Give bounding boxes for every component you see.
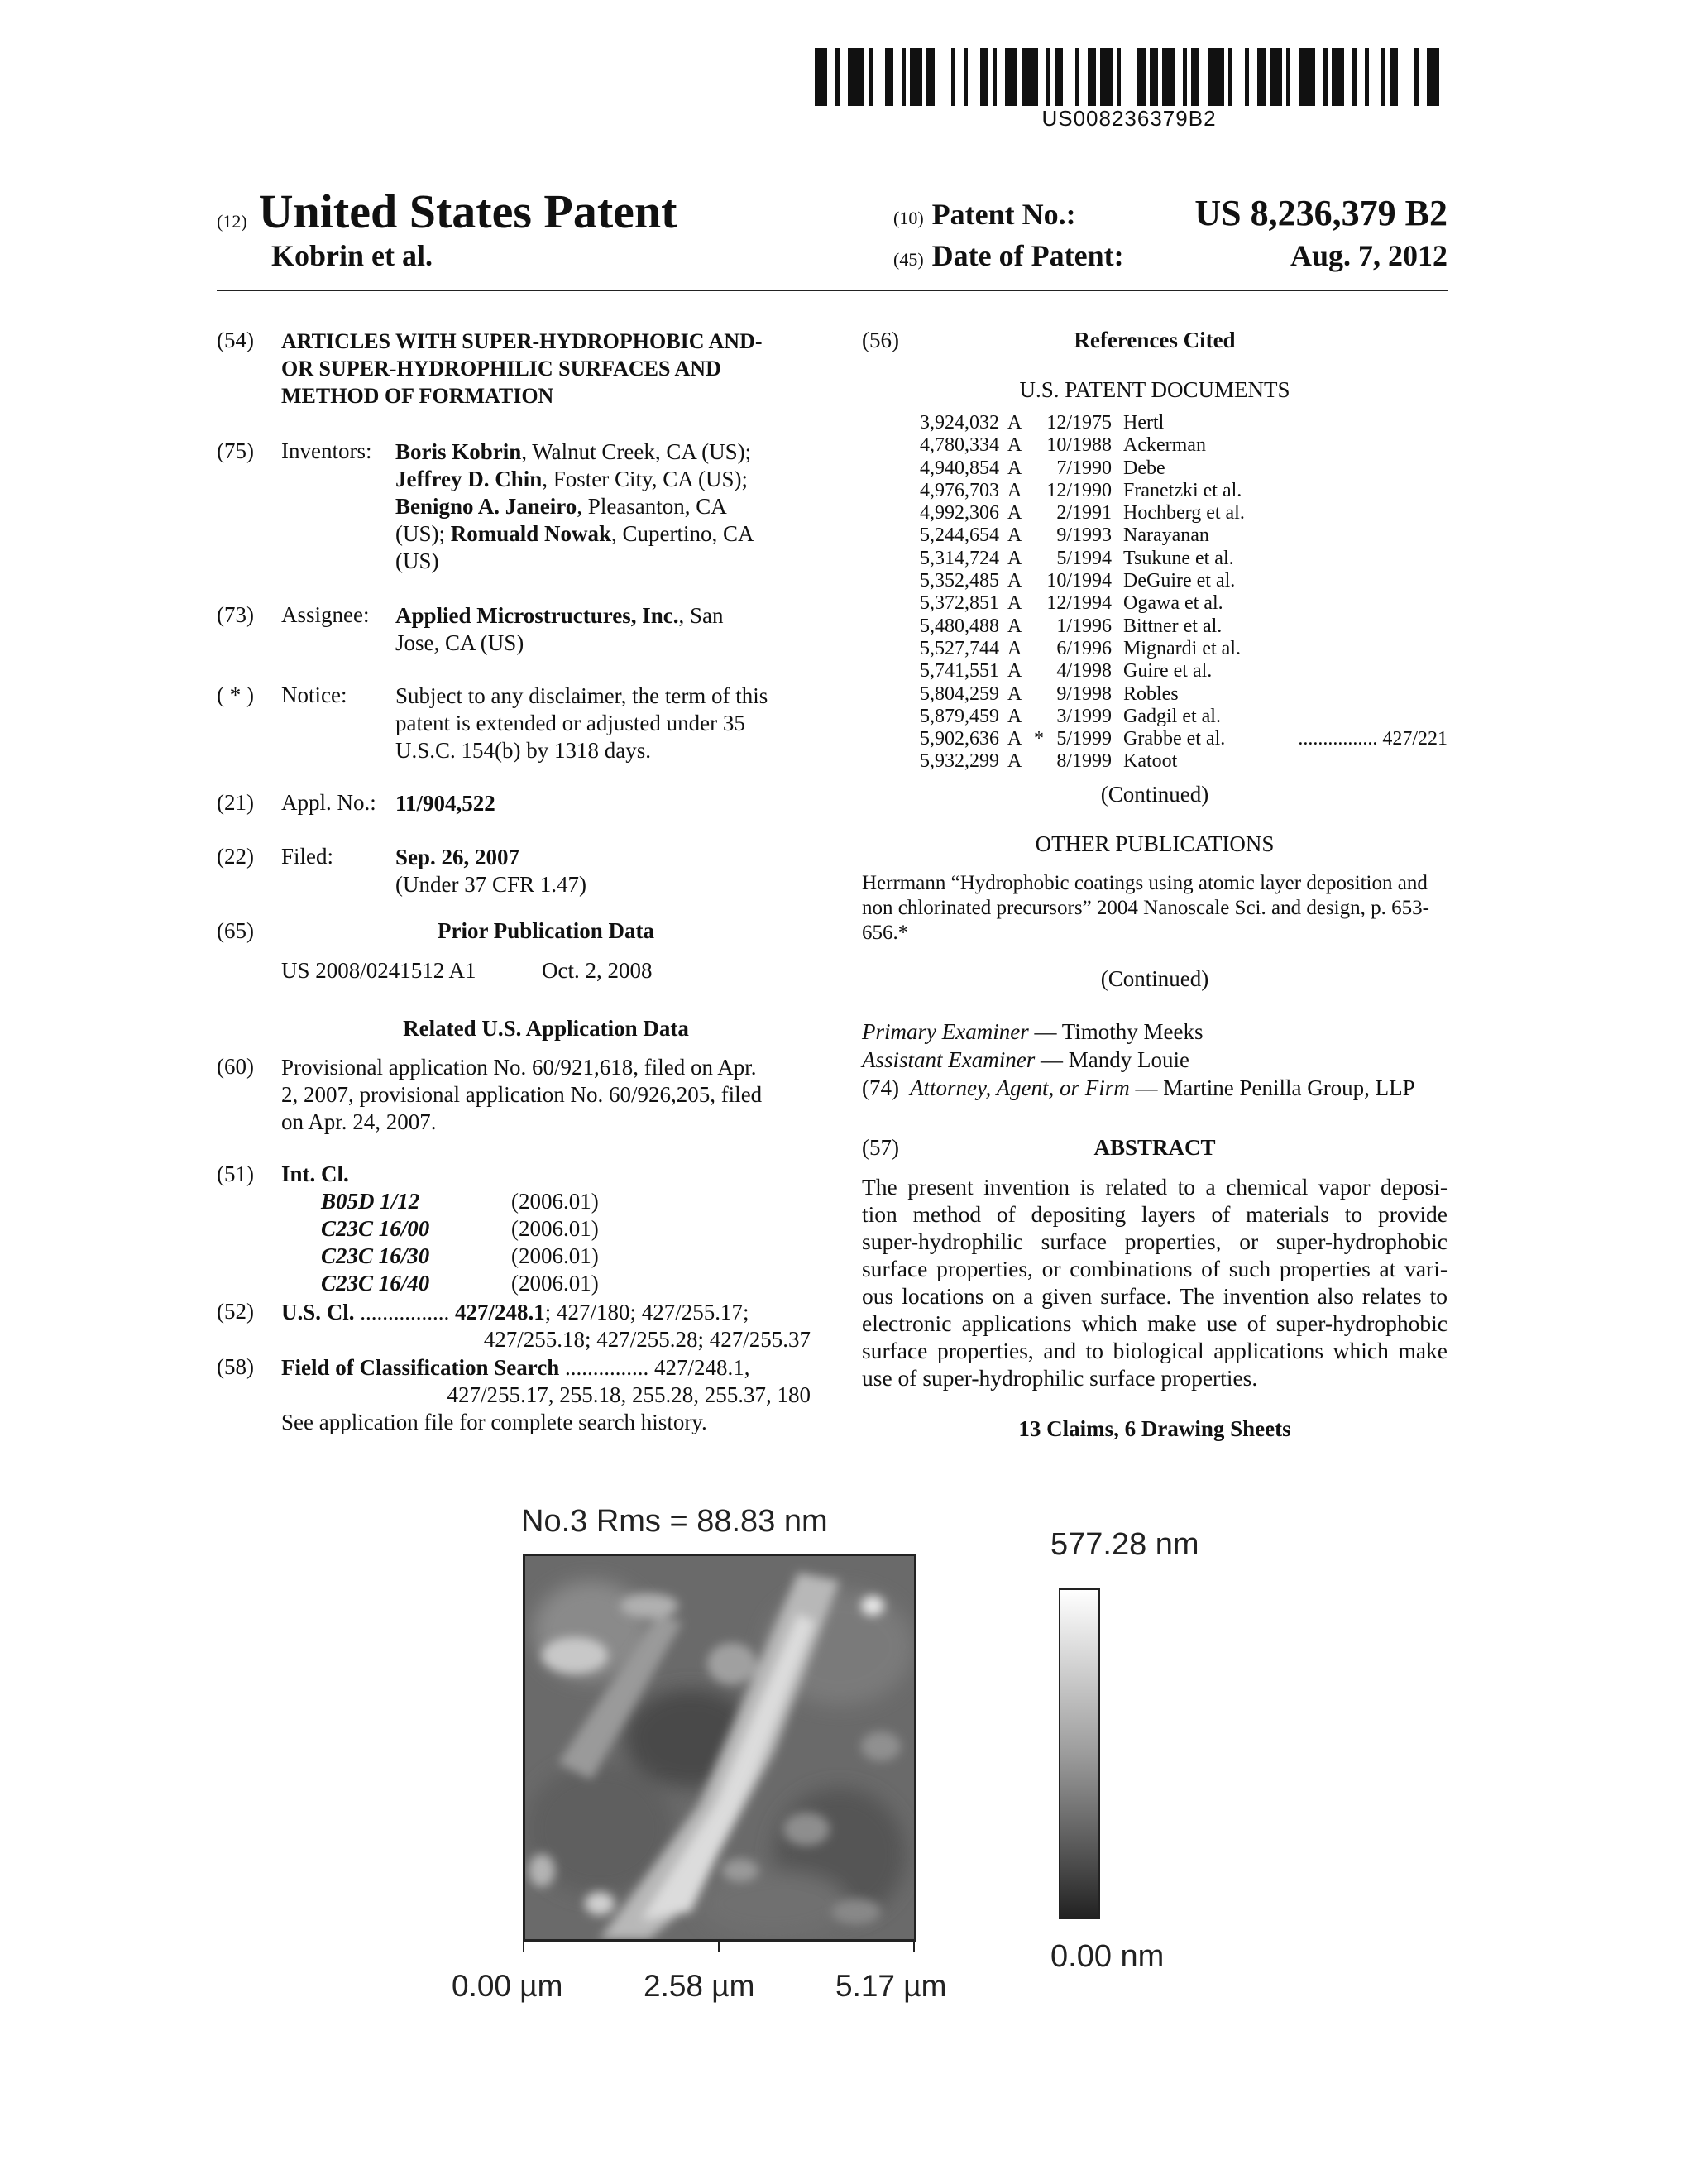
date-label-text: Date of Patent: [931, 239, 1124, 272]
reference-number: 5,372,851 [920, 592, 999, 615]
abstract-line: electronic applications which make use of super-hydrophobic [862, 1310, 1448, 1336]
inid-code: (74) [862, 1075, 899, 1100]
continued-marker: (Continued) [1100, 966, 1209, 991]
barcode-gap [1315, 48, 1323, 106]
int-class-code: C23C 16/40 [321, 1271, 430, 1296]
reference-date: 6/1996 [1056, 637, 1112, 659]
reference-kind: A [1007, 547, 1022, 569]
reference-kind: A [1007, 502, 1022, 524]
inid-code: (65) [217, 918, 254, 943]
int-class-row [321, 1271, 652, 1298]
reference-row [902, 728, 1448, 750]
inid-code: (22) [217, 844, 254, 869]
reference-number: 3,924,032 [920, 412, 999, 433]
barcode-bar [885, 48, 893, 106]
abstract-line: surface properties, and to biological applications which make [862, 1338, 1448, 1363]
inventor-location: , Cupertino, CA [611, 521, 754, 546]
barcode-gap [1357, 48, 1365, 106]
date-of-patent-label [893, 238, 1124, 273]
reference-kind: A [1007, 637, 1022, 659]
reference-kind: A [1007, 705, 1022, 727]
field-search-line: 427/248.1, [653, 1355, 750, 1380]
barcode-gap [1038, 48, 1046, 106]
document-type-heading [217, 184, 677, 239]
reference-row [902, 683, 1448, 706]
barcode-gap [827, 48, 835, 106]
reference-name: Franetzki et al. [1123, 479, 1242, 501]
reference-date: 12/1990 [1046, 479, 1112, 501]
patent-title: ARTICLES WITH SUPER-HYDROPHOBIC AND-OR SUPER-HYDROPHILIC SURFACES AND METHOD OF FORMATION [281, 329, 763, 408]
reference-date: 10/1994 [1046, 570, 1112, 592]
reference-kind: A [1007, 457, 1022, 479]
reference-kind: A [1007, 570, 1022, 592]
reference-name: Hertl [1123, 412, 1165, 433]
abstract-line: surface properties, or combinations of such properties at vari- [862, 1256, 1448, 1281]
barcode-bar [926, 48, 935, 106]
reference-kind: A [1007, 592, 1022, 615]
barcode-bar [815, 48, 827, 106]
reference-name: Bittner et al. [1123, 615, 1223, 637]
assignee-location: Jose, CA (US) [395, 630, 524, 655]
filed-label: Filed: [281, 844, 334, 869]
notice-label: Notice: [281, 682, 347, 707]
assignee-name: Applied Microstructures, Inc. [395, 603, 679, 628]
filed-note: (Under 37 CFR 1.47) [395, 872, 586, 897]
reference-row [902, 412, 1448, 434]
reference-date: 9/1998 [1056, 682, 1112, 705]
reference-name: Ackerman [1123, 434, 1206, 457]
reference-number: 4,976,703 [920, 479, 999, 501]
reference-number: 4,780,334 [920, 434, 999, 457]
reference-number: 5,527,744 [920, 637, 999, 659]
inventor-location: , Foster City, CA (US); [542, 467, 749, 491]
inid-code: (10) [893, 208, 924, 228]
int-class-row [321, 1189, 652, 1216]
reference-name: Gadgil et al. [1123, 705, 1221, 727]
reference-date: 12/1994 [1046, 592, 1112, 615]
reference-kind: A [1007, 412, 1022, 433]
reference-kind: A [1007, 750, 1022, 773]
x-tick [718, 1939, 720, 1952]
patent-barcode [815, 48, 1443, 106]
reference-row [902, 502, 1448, 524]
reference-kind: A [1007, 728, 1022, 750]
inventor-name: Benigno A. Janeiro [395, 494, 577, 519]
reference-name: Narayanan [1123, 524, 1209, 547]
barcode-gap [1419, 48, 1427, 106]
related-application-heading: Related U.S. Application Data [403, 1016, 689, 1041]
afm-surface-image [523, 1554, 916, 1942]
reference-number: 5,244,654 [920, 524, 999, 547]
height-scale-bar [1059, 1588, 1100, 1919]
barcode-gap [1249, 48, 1257, 106]
reference-name: Mignardi et al. [1123, 637, 1241, 659]
inid-code: ( * ) [217, 682, 254, 707]
header-inventors: Kobrin et al. [271, 239, 433, 272]
inid-code: (57) [862, 1135, 899, 1160]
barcode-bar [1427, 48, 1439, 106]
abstract-line: tion method of depositing layers of materials to provide [862, 1201, 1448, 1227]
reference-number: 4,992,306 [920, 502, 999, 524]
other-publication-line: non chlorinated precursors” 2004 Nanoscale Sci. and design, p. 653- [862, 897, 1429, 919]
other-publications-heading: OTHER PUBLICATIONS [1035, 831, 1275, 856]
barcode-gap [1344, 48, 1352, 106]
other-publication-line: 656.* [862, 922, 909, 944]
x-tick-label: 2.58 µm [644, 1969, 755, 2003]
inid-code: (45) [893, 249, 924, 270]
reference-kind: A [1007, 660, 1022, 682]
inventors-label: Inventors: [281, 438, 372, 463]
appl-no-value: 11/904,522 [395, 791, 495, 816]
x-tick [523, 1939, 524, 1952]
us-cl-main: 427/248.1 [455, 1300, 545, 1324]
inid-code: (54) [217, 328, 254, 352]
barcode-gap [1369, 48, 1381, 106]
reference-name: Debe [1123, 457, 1165, 479]
int-class-code: C23C 16/00 [321, 1216, 430, 1241]
inid-code: (51) [217, 1161, 254, 1186]
document-type: United States Patent [258, 184, 677, 238]
attorney-name: — Martine Penilla Group, LLP [1129, 1075, 1415, 1100]
reference-name: Tsukune et al. [1123, 547, 1234, 569]
x-tick-label: 0.00 µm [452, 1969, 563, 2003]
reference-name: Hochberg et al. [1123, 502, 1245, 524]
reference-row [902, 480, 1448, 502]
barcode-gap [1398, 48, 1414, 106]
barcode-gap [935, 48, 951, 106]
provisional-line: Provisional application No. 60/921,618, filed on Apr. [281, 1055, 757, 1080]
barcode-bar [1390, 48, 1398, 106]
inid-code: (73) [217, 602, 254, 627]
inventor-country: (US); [395, 521, 451, 546]
abstract-line: ous locations on a given surface. The invention also relates to [862, 1283, 1448, 1309]
inid-code: (12) [217, 211, 247, 232]
references-heading: References Cited [1074, 328, 1236, 352]
barcode-gap [1121, 48, 1137, 106]
assistant-examiner [862, 1047, 1189, 1073]
prior-publication-date: Oct. 2, 2008 [542, 958, 653, 983]
barcode-gap [1439, 48, 1443, 106]
reference-row [902, 660, 1448, 682]
inventor-name: Jeffrey D. Chin [395, 467, 543, 491]
int-class-row [321, 1243, 652, 1271]
assignee-location: , San [678, 603, 724, 628]
reference-row [902, 524, 1448, 547]
barcode-bar [1299, 48, 1315, 106]
int-class-version: (2006.01) [511, 1216, 599, 1241]
notice-line: U.S.C. 154(b) by 1318 days. [395, 738, 651, 763]
patent-number-label [893, 197, 1076, 232]
barcode-bar [980, 48, 988, 106]
barcode-bar [1005, 48, 1017, 106]
claims-summary: 13 Claims, 6 Drawing Sheets [1018, 1416, 1291, 1441]
reference-date: 12/1975 [1046, 412, 1112, 433]
reference-date: 3/1999 [1056, 705, 1112, 727]
reference-row [902, 706, 1448, 728]
barcode-bar [1332, 48, 1344, 106]
reference-kind: A [1007, 615, 1022, 637]
int-class-version: (2006.01) [511, 1243, 599, 1268]
other-publication [862, 871, 1448, 946]
barcode-gap [968, 48, 980, 106]
int-class-code: C23C 16/30 [321, 1243, 430, 1268]
abstract-line: use of super-hydrophilic surface properties. [862, 1365, 1258, 1391]
reference-kind: A [1007, 682, 1022, 705]
barcode-gap [1079, 48, 1088, 106]
provisional-applications [281, 1054, 811, 1136]
inventor-name: Boris Kobrin [395, 439, 522, 464]
reference-date: 8/1999 [1056, 750, 1112, 773]
inventor-location: , Pleasanton, CA [577, 494, 727, 519]
barcode-gap [1290, 48, 1299, 106]
figure-title: No.3 Rms = 88.83 nm [521, 1504, 828, 1539]
assistant-examiner-label: Assistant Examiner [862, 1047, 1036, 1072]
barcode-gap [997, 48, 1005, 106]
prior-publication-heading: Prior Publication Data [438, 918, 654, 943]
dot-leader: ............... [559, 1355, 654, 1380]
int-cl-label: Int. Cl. [281, 1161, 349, 1186]
reference-row [902, 592, 1448, 615]
int-class-version: (2006.01) [511, 1189, 599, 1214]
int-class-row [321, 1216, 652, 1243]
inid-code: (56) [862, 328, 899, 352]
barcode-gap [1199, 48, 1208, 106]
provisional-line: on Apr. 24, 2007. [281, 1109, 437, 1134]
attorney [910, 1075, 1415, 1101]
inventor-name: Romuald Nowak [450, 521, 612, 546]
reference-date: 4/1998 [1056, 660, 1112, 682]
reference-date: 1/1996 [1056, 615, 1112, 637]
barcode-bar [1022, 48, 1038, 106]
attorney-label: Attorney, Agent, or Firm [910, 1075, 1130, 1100]
reference-date: 10/1988 [1046, 434, 1112, 457]
reference-star: * [1034, 728, 1044, 750]
reference-name: Katoot [1123, 750, 1178, 773]
barcode-bar [1191, 48, 1199, 106]
int-class-list [321, 1189, 652, 1298]
height-scale-max: 577.28 nm [1050, 1527, 1199, 1562]
header-divider [217, 290, 1448, 291]
reference-number: 5,480,488 [920, 615, 999, 637]
reference-row [902, 750, 1448, 773]
barcode-gap [955, 48, 964, 106]
barcode-bar [1257, 48, 1266, 106]
reference-row [902, 638, 1448, 660]
barcode-bar [910, 48, 922, 106]
references-table [902, 412, 1448, 774]
notice-line: patent is extended or adjusted under 35 [395, 711, 745, 735]
appl-no [395, 790, 811, 817]
reference-number: 5,879,459 [920, 705, 999, 727]
prior-publication-number: US 2008/0241512 A1 [281, 958, 476, 983]
barcode-gap [1232, 48, 1245, 106]
primary-examiner-label: Primary Examiner [862, 1019, 1029, 1044]
abstract-line: super-hydrophilic surface properties, or super-hydrophobic [862, 1228, 1448, 1254]
inventor-location: , Walnut Creek, CA (US); [521, 439, 752, 464]
us-cl-label: U.S. Cl. [281, 1300, 355, 1324]
inid-code: (52) [217, 1299, 254, 1324]
barcode-gap [893, 48, 902, 106]
reference-kind: A [1007, 524, 1022, 547]
reference-name: DeGuire et al. [1123, 570, 1236, 592]
us-patent-documents-heading: U.S. PATENT DOCUMENTS [1019, 377, 1290, 402]
filed [395, 844, 811, 898]
continued-marker: (Continued) [1100, 782, 1209, 807]
inventor-country: (US) [395, 548, 439, 573]
reference-row [902, 570, 1448, 592]
barcode-bar [1088, 48, 1096, 106]
reference-number: 5,902,636 [920, 728, 999, 750]
abstract-line: The present invention is related to a chemical vapor deposi- [862, 1174, 1448, 1200]
reference-date: 7/1990 [1056, 457, 1112, 479]
reference-name: Grabbe et al. [1123, 728, 1226, 750]
abstract-heading: ABSTRACT [1093, 1135, 1216, 1160]
reference-name: Guire et al. [1123, 660, 1213, 682]
patent-number: US 8,236,379 B2 [1194, 193, 1448, 233]
field-search-line: 427/255.17, 255.18, 255.28, 255.37, 180 [447, 1382, 811, 1407]
barcode-bar [1270, 48, 1282, 106]
barcode-number: US008236379B2 [1041, 106, 1217, 131]
reference-date: 9/1993 [1056, 524, 1112, 547]
reference-kind: A [1007, 479, 1022, 501]
barcode-gap [840, 48, 848, 106]
reference-number: 4,940,854 [920, 457, 999, 479]
notice-line: Subject to any disclaimer, the term of this [395, 683, 768, 708]
reference-date: 5/1994 [1056, 547, 1112, 569]
barcode-bar [1055, 48, 1063, 106]
x-tick [913, 1939, 915, 1952]
reference-number: 5,352,485 [920, 570, 999, 592]
barcode-bar [1150, 48, 1158, 106]
primary-examiner [862, 1019, 1204, 1045]
reference-name: Robles [1123, 682, 1179, 705]
field-search-line: See application file for complete search history. [281, 1410, 707, 1434]
barcode-bar [1162, 48, 1175, 106]
reference-class: ................ 427/221 [1298, 728, 1448, 750]
dot-leader: ................ [354, 1300, 456, 1324]
us-cl-rest: ; 427/180; 427/255.17; [544, 1300, 749, 1324]
date-of-patent: Aug. 7, 2012 [1290, 239, 1448, 272]
assignee-label: Assignee: [281, 602, 370, 627]
barcode-bar [848, 48, 864, 106]
barcode-bar [1208, 48, 1224, 106]
inid-code: (75) [217, 438, 254, 463]
appl-no-label: Appl. No.: [281, 790, 376, 815]
barcode-gap [1063, 48, 1075, 106]
height-scale-min: 0.00 nm [1050, 1939, 1165, 1974]
inid-code: (60) [217, 1054, 254, 1079]
us-classification [281, 1299, 811, 1353]
field-search-label: Field of Classification Search [281, 1355, 560, 1380]
assignee [395, 602, 811, 657]
reference-number: 5,741,551 [920, 660, 999, 682]
filed-date: Sep. 26, 2007 [395, 845, 520, 869]
reference-number: 5,932,299 [920, 750, 999, 773]
patent-number-label-text: Patent No.: [931, 198, 1076, 231]
int-class-version: (2006.01) [511, 1271, 599, 1296]
inventors-list [395, 438, 811, 575]
barcode-gap [873, 48, 885, 106]
reference-number: 5,314,724 [920, 547, 999, 569]
reference-date: 5/1999 [1056, 728, 1112, 750]
reference-row [902, 457, 1448, 480]
x-tick-label: 5.17 µm [835, 1969, 947, 2003]
barcode-bar [1137, 48, 1146, 106]
us-cl-rest: 427/255.18; 427/255.28; 427/255.37 [483, 1327, 811, 1352]
reference-name: Ogawa et al. [1123, 592, 1223, 615]
inid-code: (58) [217, 1354, 254, 1379]
other-publication-line: Herrmann “Hydrophobic coatings using atomic layer deposition and [862, 872, 1428, 894]
inid-code: (21) [217, 790, 254, 815]
field-of-search [281, 1354, 811, 1436]
barcode-bar [1100, 48, 1113, 106]
barcode-gap [1175, 48, 1183, 106]
assistant-examiner-name: — Mandy Louie [1035, 1047, 1189, 1072]
reference-kind: A [1007, 434, 1022, 457]
int-class-code: B05D 1/12 [321, 1189, 420, 1214]
reference-row [902, 615, 1448, 638]
primary-examiner-name: — Timothy Meeks [1028, 1019, 1204, 1044]
provisional-line: 2, 2007, provisional application No. 60/926,205, filed [281, 1082, 763, 1107]
reference-number: 5,804,259 [920, 682, 999, 705]
reference-row [902, 434, 1448, 457]
reference-date: 2/1991 [1056, 502, 1112, 524]
reference-row [902, 548, 1448, 570]
notice-text [395, 682, 811, 764]
abstract-text [862, 1173, 1448, 1391]
